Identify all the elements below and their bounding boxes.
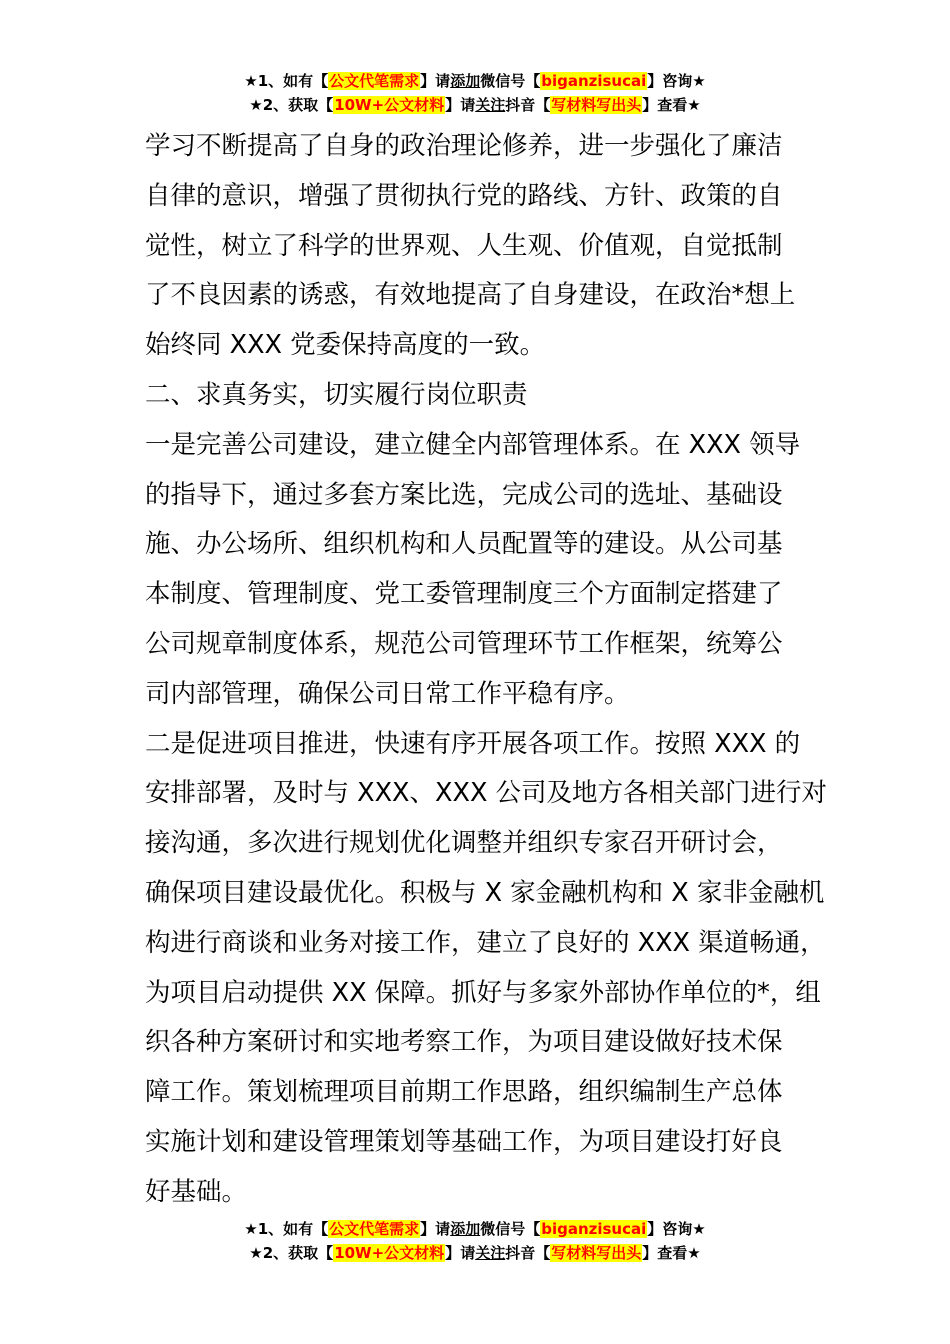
highlight-wechat-id: biganzisucai [541,1220,647,1238]
banner-text: ★2、获取【 [249,96,334,114]
body-line: 公司规章制度体系，规范公司管理环节工作框架，统筹公 [145,628,783,659]
body-line: 一是完善公司建设，建立健全内部管理体系。在 XXX 领导 [145,429,801,460]
body-line: 织各种方案研讨和实地考察工作，为项目建设做好技术保 [145,1027,783,1058]
body-line: 安排部署，及时与 XXX、XXX 公司及地方各相关部门进行对 [145,778,828,809]
banner-underlined-text: 关注 [475,1244,506,1262]
body-line: 本制度、管理制度、党工委管理制度三个方面制定搭建了 [145,579,783,610]
highlight-douyin-account: 写材料写出头 [551,1244,642,1262]
banner-text: 】请 [445,1244,476,1262]
body-line: 为项目启动提供 XX 保障。抓好与多家外部协作单位的*，组 [145,977,821,1008]
banner-line-1 [0,1217,950,1241]
body-line: 始终同 XXX 党委保持高度的一致。 [145,330,546,361]
body-line: 觉性，树立了科学的世界观、人生观、价值观，自觉抵制 [145,230,783,261]
body-line: 施、办公场所、组织机构和人员配置等的建设。从公司基 [145,529,783,560]
banner-text: 抖音【 [505,96,551,114]
body-line: 学习不断提高了自身的政治理论修养，进一步强化了廉洁 [145,131,783,161]
body-line: 二是促进项目推进，快速有序开展各项工作。按照 XXX 的 [145,728,801,759]
body-line: 司内部管理，确保公司日常工作平稳有序。 [145,678,630,709]
highlight-wechat-id: biganzisucai [541,72,647,90]
banner-underlined-text: 添加 [450,1220,481,1238]
banner-text: ★2、获取【 [249,1244,334,1262]
top-banner [0,69,950,117]
body-line: 好基础。 [145,1176,248,1207]
body-line: 的指导下，通过多套方案比选，完成公司的选址、基础设 [145,479,783,510]
body-line: 实施计划和建设管理策划等基础工作，为项目建设打好良 [145,1126,783,1157]
body-line: 障工作。策划梳理项目前期工作思路，组织编制生产总体 [145,1077,783,1108]
banner-text: 】请 [420,1220,451,1238]
banner-text: ★1、如有【 [244,1220,329,1238]
section-heading: 二、求真务实，切实履行岗位职责 [145,379,528,410]
body-line: 构进行商谈和业务对接工作，建立了良好的 XXX 渠道畅通， [145,927,826,958]
banner-text: 】咨询★ [647,1220,706,1238]
banner-text: 】查看★ [642,1244,701,1262]
highlight-service: 公文代笔需求 [329,1220,420,1238]
banner-underlined-text: 关注 [475,96,506,114]
banner-line-2 [0,1241,950,1265]
body-line: 自律的意识，增强了贯彻执行党的路线、方针、政策的自 [145,180,783,211]
banner-text: 抖音【 [505,1244,551,1262]
banner-text: 微信号【 [480,1220,541,1238]
body-line: 接沟通，多次进行规划优化调整并组织专家召开研讨会， [145,828,783,859]
highlight-materials: 10W+公文材料 [334,1244,445,1262]
banner-text: ★1、如有【 [244,72,329,90]
body-line: 了不良因素的诱惑，有效地提高了自身建设，在政治*想上 [145,280,796,311]
banner-line-2 [0,93,950,117]
banner-text: 】咨询★ [647,72,706,90]
banner-text: 微信号【 [480,72,541,90]
document-body [145,122,845,1218]
banner-underlined-text: 添加 [450,72,481,90]
highlight-materials: 10W+公文材料 [334,96,445,114]
body-line: 确保项目建设最优化。积极与 X 家金融机构和 X 家非金融机 [145,877,825,908]
highlight-douyin-account: 写材料写出头 [551,96,642,114]
banner-text: 】请 [420,72,451,90]
bottom-banner [0,1217,950,1265]
banner-text: 】请 [445,96,476,114]
highlight-service: 公文代笔需求 [329,72,420,90]
banner-text: 】查看★ [642,96,701,114]
banner-line-1 [0,69,950,93]
